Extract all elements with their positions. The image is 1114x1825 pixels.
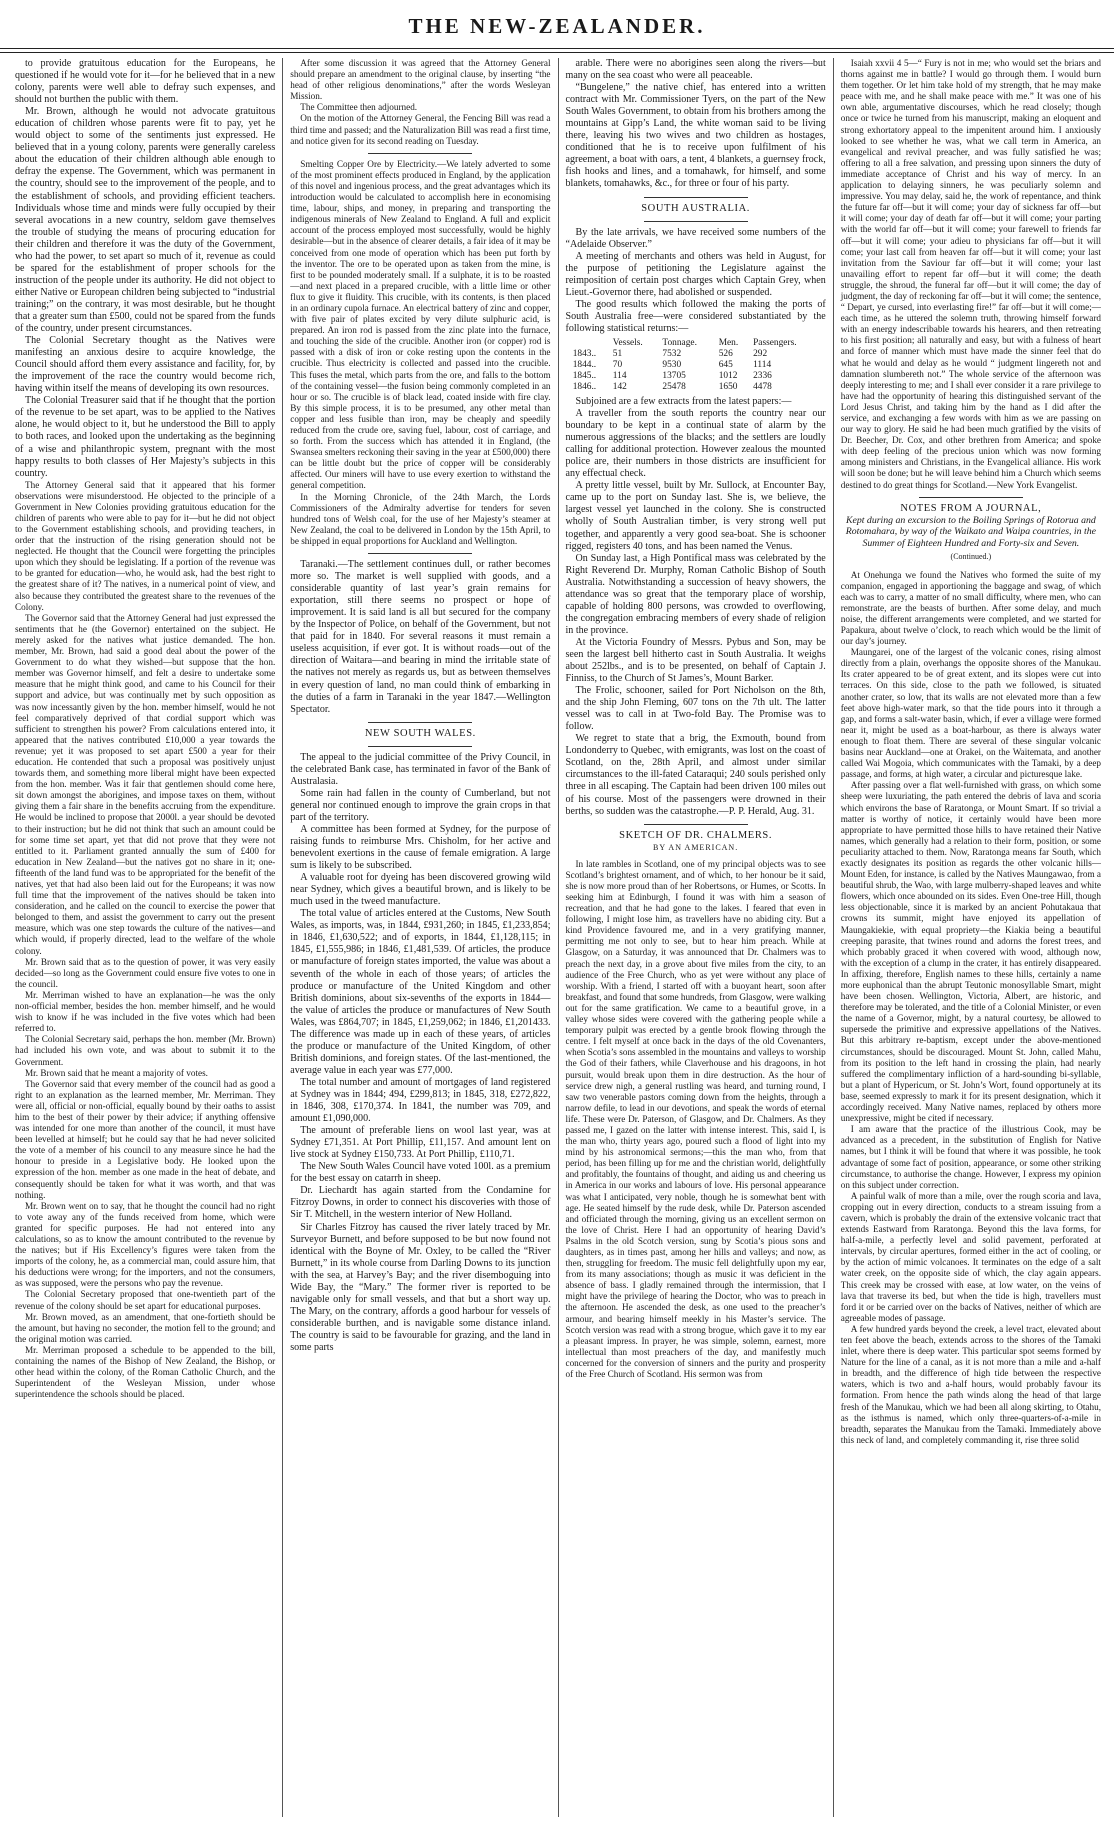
paragraph: The amount of preferable liens on wool last year, was at Sydney £71,351. At Port Phillip, £11,157. And amount lent on live stock at Sydney £150,733. At Port Phillip, £110,71. — [290, 1125, 551, 1161]
shipping-table — [571, 338, 821, 393]
paragraph: By the late arrivals, we have received some numbers of the “Adelaide Observer.” — [565, 226, 826, 250]
table-cell: 13705 — [662, 370, 686, 381]
section-heading: NOTES FROM A JOURNAL, — [900, 502, 1042, 514]
table-cell: 1114 — [753, 359, 772, 370]
table-cell: 25478 — [662, 381, 686, 392]
continued-label: (Continued.) — [950, 552, 992, 562]
paragraph: A valuable root for dyeing has been discovered growing wild near Sydney, which gives a beautiful brown, and is likely to be much used in the tweed manufacture. — [290, 872, 551, 908]
paragraph: At the Victoria Foundry of Messrs. Pybus and Son, may be seen the largest bell hitherto cast in South Australia. It weighs about 252lbs., and is to be presented, on behalf of Captain J. Finniss, to the Church of St James’s, Mount Barker. — [565, 636, 826, 685]
section-subtitle: Kept during an excursion to the Boiling Springs of Rotorua and Rotomahara, by way of the Waikato and Waipa countries, in the Summer of Eighteen Hundred and Forty-six and Seven. — [845, 514, 1096, 549]
paragraph: A painful walk of more than a mile, over the rough scoria and lava, cropping out in every direction, conducts to a stream issuing from a cavern, which is probably the drain of the extensive volcanic tract that extends Eastward from Raratonga. Beyond this the lava forms, for half-a-mile, a perfectly level and solid pavement, perforated at intervals, by circular apertures, formed either in the act of cooling, or by the action of mimic volcanoes. It terminates on the edge of a salt water creek, on the opposite side of which, the clay again appears. This creek may be crossed with ease, at low water, on the veins of lava that traverse its bed, but when the tide is high, travellers must ford it or be carried over on the backs of Natives, neither of which are agreeable modes of passage. — [840, 1190, 1101, 1323]
section-divider — [644, 824, 748, 825]
paragraph: to provide gratuitous education for the Europeans, he questioned if he would vote for it—for he believed that in a new colony, parents were well able to defray such expenses, and should not burthen the public with them. — [15, 58, 276, 106]
paragraph: A traveller from the south reports the country near our boundary to be kept in a continual state of alarm by the numerous aggressions of the blacks; and the settlers are loudly calling for additional protection. However zealous the mounted police are, their numbers in those districts are insufficient for any effectual check. — [565, 408, 826, 480]
table-row — [571, 371, 821, 382]
column-4 — [833, 58, 1108, 1817]
table-cell: 114 — [612, 370, 627, 381]
paragraph: Isaiah xxvii 4 5—“ Fury is not in me; who would set the briars and thorns against me in battle? I would go through them. I would burn them together. Or let him take hold of my strength, that he may make peace with me, and he shall make peace with me.” It was one of his own able, argumentative discourses, which he read closely; though once or twice he turned from his manuscript, making an eloquent and strong exhortatory appeal to the impenitent around him. I anxiously looked to see whether he was, what we call term in America, an evangelical and revival preacher, and was fully satisfied he was; offering to all a free salvation, and pressing upon sinners the duty of immediate acceptance of Christ and his way of mercy. In an application to delaying sinners, he was peculiarly solemn and impressive. You may delay, said he, the work of repentance, and think the future far off—but it will come; your day of sickness far off—but it will come; your day of death far off—but it will come; your parting with the world far off—but it will come; your farewell to friends far off—but it will come; your adieu to physicians far off—but it will come; your last call from heaven far off—but it will come; your last invitation from the Saviour far off—but it will come; your last unavailing effort to repent far off—but it will come; the death struggle, the shroud, the funeral far off—but it will come; the day of judgment, the day of reckoning far off—but it will come; the sentence, “ Depart, ye cursed, into everlasting fire!” far off—but it will come;—each time, as he uttered the solemn truth, throwing himself forward with an energy indescribable towards his hearers, and then retreating to his first position; all naturally and easy, but with a fulness of heart and force of manner which must have made the sinner feel that do what he would and delay as he would “ judgment lingereth not and damnation slumbereth not.” The whole service of the afternoon was deeply interesting to me; and I shall ever consider it a rare privilege to have had the opportunity of hearing this distinguished servant of the Lord Jesus Christ, and taking him by the hand as I did after the service, and exchanging a few words with him as we are passing on our way to glory. He said he had been much gratified by the visits of Dr. Beecher, Dr. Cox, and other brethren from America; and spoke with deep feeling of the precious union which was now forming among ministers and Christians, in the Evangelical alliance. His work will soon be done; but he will leave behind him a Church which seems destined to do great things for Scotland.—New York Evangelist. — [840, 58, 1101, 490]
table-cell: 4478 — [753, 381, 772, 392]
paragraph: The Colonial Secretary thought as the Natives were manifesting an anxious desire to acquire knowledge, the Council should afford them every assistance and facility, for, by the improvement of the race the country would become rich, having within itself the means of developing its own resources. — [15, 335, 276, 395]
table-cell: 1012 — [718, 370, 738, 381]
paragraph: The good results which followed the making the ports of South Australia free—were considered substantiated by the following statistical returns:— — [565, 298, 826, 334]
table-cell: 7532 — [662, 348, 682, 359]
table-cell: 1650 — [718, 381, 738, 392]
paragraph: The Committee then adjourned. — [300, 102, 418, 113]
table-cell: 2336 — [753, 370, 772, 381]
column-header: Men. — [718, 337, 739, 348]
section-divider — [368, 153, 472, 154]
table-cell: 51 — [612, 348, 623, 359]
table-cell: 1843.. — [572, 348, 597, 359]
paragraph: Mr. Merriman proposed a schedule to be appended to the bill, containing the names of the Bishop of New Zealand, the Bishop, or other head within the colony, of the Roman Catholic Church, and the Superintendent of the Wesleyan Mission, under whose superintendence the schools should be placed. — [15, 1344, 276, 1400]
paragraph: At Onehunga we found the Natives who formed the suite of my companion, engaged in apportioning the baggage and swag, of which each was to carry, a matter of no small difficulty, where men, who can remonstrate, are the beasts of burthen. After some delay, and much noise, the different arrangements were completed, and we started for Papakura, about twelve o’clock, to reach which would be the limit of our day’s journey. — [840, 569, 1101, 647]
paragraph: The New South Wales Council have voted 100l. as a premium for the best essay on catarrh in sheep. — [290, 1161, 551, 1185]
paragraph: arable. There were no aborigines seen along the rivers—but many on the sea coast who were all peaceable. — [565, 58, 826, 82]
table-cell: 526 — [718, 348, 733, 359]
table-cell: 70 — [612, 359, 623, 370]
paragraph: The total number and amount of mortgages of land registered at Sydney was in 1844; 494, £299,813; in 1845, 318, £272,822, in 1846, 308, £170,374. In 1841, the number was 709, and amount £1,090,000. — [290, 1076, 551, 1125]
paragraph: The total value of articles entered at the Customs, New South Wales, as imports, was, in 1844, £931,260; in 1845, £1,233,854; in 1846, £1,630,522; and of exports, in 1844, £1,128,115; in 1845, £1,555,986; in 1846, £1,481,539. Of articles, the produce or manufacture of foreign states imported, the value was about a seventh of the whole in each of those years; of articles the produce or manufacture of the United Kingdom and other British dominions, about six-sevenths of the exports in 1844—the value of articles the produce or manufactures of New South Wales, was £864,707; in 1845, £1,259,062; in 1846, £1,201433. The difference was made up in each of these years, of articles the produce or manufacture of the United Kingdom, of other British dominions, and foreign states. Of the last-mentioned, the average value in each year was £77,000. — [290, 908, 551, 1076]
section-divider — [644, 197, 748, 198]
paragraph: The Colonial Secretary said, perhaps the hon. member (Mr. Brown) had included his own vote, and was about to submit it to the Government. — [15, 1034, 276, 1067]
paragraph: In late rambles in Scotland, one of my principal objects was to see Scotland’s brightest ornament, and of which, to her honour be it said, she is now more proud than of her Robertsons, or Humes, or Scotts. In seeking him at Edinburgh, I found it was with him a season of recreation, and that he had gone to the lakes. I feared that even in following, I might lose him, as travellers have no abiding city. But a kind Providence favoured me, and in a very gratifying manner, permitting me not only to see, but to hear him preach. While at Glasgow, on a Saturday, it was announced that Dr. Chalmers was to preach the next day, in a grove about five miles from the city, to an audience of the Free Church, who as yet were without any place of worship. With a friend, I started off with a buoyant heart, soon after breakfast, and found that some hundreds, from Glasgow, were walking out for the same gratification. We came to a beautiful grove, in a valley whose sides were covered with the gathering people while a temporary pulpit was erected by a gentle brook flowing through the centre. I felt myself at once back in the days of the old Covenanters, when Scotia’s sons assembled in the mountains and valleys to worship the God of their fathers, while Claverhouse and his dragoons, in hot pursuit, would break upon them in dire destruction. As the hour of service drew nigh, a general rustling was heard, and turning round, I saw two venerable pastors coming down from the heights, through a narrow defile, to lead in our devotions, and speak the words of eternal life. These were Dr. Paterson, of Glasgow, and Dr. Chalmers. As they passed me, I gazed on the latter with intense interest. This, said I, is the man who, thirty years ago, poured such a flood of light into my mind by his astronomical sermons;—this the man who, from that period, has been filling up for me and the christian world, delightfully and profitably, the fountains of thought, and aiding us and cheering us in America in our works and labours of love. His personal appearance was what I anticipated, very noble, though he is somewhat bent with age. He seated himself by the rude desk, while Dr. Paterson ascended and officiated through the morning, giving us an excellent sermon on the love of Christ. Here I had an opportunity of hearing David’s Psalms in the old Scotch version, sung by Scotia’s pious sons and daughters, as in times past, among her hills and valleys; and now, as then, struggling for freedom. The music fell delightfully upon my ear, from its many associations; though as music it was deficient in the absence of bass. I gladly remained through the intermission, that I might have the privilege of hearing the Doctor, who was to preach in the afternoon. He ascended the desk, as one used to the preacher’s armour, and bearing himself meekly in his Master’s service. The Scotch version was read with a strong brogue, which gave it to my ear a pleasant impress. In prayer, he was simple, solemn, earnest, more intellectual than most preachers of the day, and manifestly much concerned for the conversion of sinners and the purity and prosperity of the Free Church of Scotland. His sermon was from — [565, 858, 826, 1380]
column-header: Passengers. — [753, 337, 797, 348]
column-header: Vessels. — [612, 337, 643, 348]
paragraph: A few hundred yards beyond the creek, a level tract, elevated about ten feet above the beach, extends across to the shores of the Tamaki inlet, where there is deep water. This particular spot seems formed by Nature for the line of a canal, as it is not more than a mile and a-half in breadth, and the difference of high tide between the respective waters, which is two and a-half hours, would probably favour its formation. From hence the path winds along the head of that large fresh of the Manukau, which we had been all along skirting, to Otahu, as the isthmus is named, which only three-quarters-of-a-mile in breadth, separates the Manukau from the Tamaki. Immediately above this neck of land, and completely commanding it, rise three solid — [840, 1323, 1101, 1445]
column-2 — [282, 58, 557, 1817]
masthead-rule-thin — [0, 52, 1114, 53]
paragraph: Mr. Brown, although he would not advocate gratuitous education of children whose parents were fit to pay, yet he would object to some of the sentiments just expressed. He believed that in a young colony, parents were generally careless about the education of their children although able enough to defray the expense. The Government, which was permanent in the country, should see to the improvement of the people, and to the establishment of schools, and providing efficient teachers. Individuals whose time and minds were fully occupied by their several avocations in a new country, seldom gave themselves the trouble of studying the means of procuring education for their children and therefore it was the duty of the Government, who had the power, to set apart so much of it, revenue as could be spared for the establishment of proper schools for the instruction of the people under its authority. He did not object to either Native or European children being subjected to “industrial training;” on the contrary, it was most desirable, but he thought that a greater sum than £500, could not be spared from the funds of the country, under present circumstances. — [15, 106, 276, 335]
paragraph: Subjoined are a few extracts from the latest papers:— — [575, 395, 792, 407]
paragraph: Mr. Brown said that as to the question of power, it was very easily decided—so long as the Government could ensure five votes to one in the council. — [15, 956, 276, 989]
paragraph: Mr. Merriman wished to have an explanation—he was the only non-official member, besides the hon. member himself, and he would wish to know if he was included in the five votes which had been referred to. — [15, 989, 276, 1034]
masthead: THE NEW-ZEALANDER. — [408, 14, 706, 38]
paragraph: After some discussion it was agreed that the Attorney General should prepare an amendment to the original clause, by inserting “the head of other religious denominations,” after the words Wesleyan Mission. — [290, 58, 551, 102]
table-cell: 1845.. — [572, 370, 597, 381]
paragraph: The Colonial Treasurer said that if he thought that the portion of the revenue to be set apart, was to be applied to the Natives alone, he would object to it, but he understood the Bill to apply to both races, and looked upon the undertaking as the beginning of a wise and philanthropic system, pregnant with the most happy results to both classes of Her Majesty’s subjects in this country. — [15, 395, 276, 479]
column-3 — [558, 58, 833, 1817]
section-heading: SOUTH AUSTRALIA. — [641, 202, 751, 214]
paragraph: The Frolic, schooner, sailed for Port Nicholson on the 8th, and the ship John Fleming, 607 tons on the 7th ult. The latter vessel was to call in at Two-fold Bay. The Promise was to follow. — [565, 685, 826, 733]
section-divider — [368, 746, 472, 747]
paragraph: We regret to state that a brig, the Exmouth, bound from Londonderry to Quebec, with emigrants, was lost on the coast of Scotland, on the, 28th April, and almost under similar circumstances to the ill-fated Cataraqui; 240 souls perished only three in all escaping. The Captain had been driven 100 miles out of his course. Most of the passengers were drowned in their berths, so sudden was the catastrophe.—P. P. Herald, Aug. 31. — [565, 733, 826, 817]
paragraph: On Sunday last, a High Pontifical mass was celebrated by the Right Reverend Dr. Murphy, Roman Catholic Bishop of South Australia. Notwithstanding a succession of heavy showers, the attendance was so great that the temporary place of worship, capable of holding 800 persons, was crowded to overflowing, the congregation embracing members of every shade of religion in the province. — [565, 552, 826, 636]
section-divider — [919, 497, 1023, 498]
paragraph: Smelting Copper Ore by Electricity.—We lately adverted to some of the most prominent effects produced in England, by the application of this novel and ingenious process, and the great advantages which its introduction would be calculated to accomplish here in economising time, labour, ships, and money, in preparing and transporting the indigenous minerals of New Zealand to England. A full and explicit account of the process employed most successfully, would be highly desirable—but in the absence of clearer details, a fair idea of it may be conceived from one mode of operation which has been put forth by the inventor. The ore to be operated upon as taken from the mine, is first to be pounded moderately small. If a sulphate, it is to be roasted—and next placed in a prepared crucible, with a little lime or other flux to give it fluidity. This crucible, with its contents, is then placed in an ordinary cupola furnace. An electrical battery of zinc and copper, with five pair of plates excited by very dilute sulphuric acid, is prepared. An iron rod is passed from the zinc plate into the furnace, and touching the side of the crucible. Another iron (or copper) rod is passed with a disk of iron or coke resting upon the contents in the crucible. Thus electricity is collected and passed into the crucible. This fuses the metal, which parts from the ore, and falls to the bottom of the containing vessel—the fusion being commonly completed in an hour or so. The crucible is of black lead, coated inside with fire clay. By this simple process, it is to be presumed, any other metal than copper and less fusible than iron, may be cheaply and speedily reduced from the crude ore, saving fuel, labour, cost of carriage, and so forth. From the success which has attended it in England, (the Swansea smelters reckoning their saving in the year at £500,000) there can be little doubt but the price of copper will be considerably affected. Our miners will have to use every exertion to withstand the general competition. — [290, 158, 551, 491]
table-row — [571, 360, 821, 371]
paragraph: Mr. Brown said that he meant a majority of votes. — [25, 1067, 208, 1078]
table-header-row — [571, 338, 821, 349]
columns — [8, 58, 1108, 1817]
paragraph: The Attorney General said that it appeared that his former observations were misunderstood. He objected to the principle of a Government in New Colonies providing gratuitous education for the children of parents who were able to pay for it—but he did not object to the Government establishing schools, and providing teachers, in order that the instruction of the rising generation should not be neglected. He thought that the Council were forgetting the principles upon which they should be legislating. If a portion of the revenue was to be granted for education—who, he would ask, had the best right to the greatest share of it? The natives, in a numerical point of view, and also because they contributed the greatest share to the revenues of the Colony. — [15, 479, 276, 612]
table-row — [571, 382, 821, 393]
section-heading: NEW SOUTH WALES. — [364, 727, 476, 739]
paragraph: In the Morning Chronicle, of the 24th March, the Lords Commissioners of the Admiralty advertise for tenders for seven hundred tons of Welsh coal, for the use of her Majesty’s steamer at New Zealand, the coal to be delivered in London by the 15th April, to be shipped in equal proportions for Auckland and Wellington. — [290, 491, 551, 546]
paragraph: Maungarei, one of the largest of the volcanic cones, rising almost directly from a plain, overhangs the opposite shores of the Manukau. Its crater appeared to be of great extent, and its slopes were cut into terraces. On this side, close to the path we followed, is situated another crater, so low, that its walls are not elevated more than a few feet above high-water mark, so that the tide pours into it through a gap, and forms a salt-water basin, which, if ever a village were formed near it, might be used as a boat-harbour, as there is always water enough to float them. There are several of these singular volcanic basins near Auckland—one at Orakei, on the Waitemata, and another called Wai Mogoia, which communicates with the Tamaki, by a deep passage, and forms, at high water, a circular and picturesque lake. — [840, 647, 1101, 780]
table-cell: 645 — [718, 359, 733, 370]
section-divider — [644, 221, 748, 222]
paragraph: The Governor said that every member of the council had as good a right to an explanation as the learned member, Mr. Merriman. They were all, official or non-official, equally bound by their oaths to assist him to the best of their power by their advice; if anything offensive was intended for one more than another of the council, it must have been levelled at himself; but he could say that he had never solicited the vote of a member of his council to any measure since he had the honour to preside in a Legislative body. He looked upon the expression of the hon. member as one made in the heat of debate, and consequently should be taken for what it was worth, and that was nothing. — [15, 1078, 276, 1200]
paragraph: On the motion of the Attorney General, the Fencing Bill was read a third time and passed; and the Naturalization Bill was read a first time, and notice given for its second reading on Tuesday. — [290, 113, 551, 146]
paragraph: A pretty little vessel, built by Mr. Sullock, at Encounter Bay, came up to the port on Sunday last. She is, we believe, the largest vessel yet launched in the colony. She is constructed wholly of South Australian timber, is very strong well put together, and apparently a very good sea-boat. She is schooner rigged, registers 40 tons, and has been named the Venus. — [565, 480, 826, 552]
paragraph: Mr. Brown moved, as an amendment, that one-fortieth should be the amount, but having no seconder, the motion fell to the ground; and the original motion was carried. — [15, 1311, 276, 1344]
paragraph: Taranaki.—The settlement continues dull, or rather becomes more so. The market is well supplied with goods, and a considerable quantity of last year’s grain remains for exportation, still there seems no prospect or hope of improvement. It is said land is all but secured for the company by the Inspector of Police, on behalf of the Government, but not that paid for in 1840. For several reasons it must remain a useless acquisition, if ever got. It is without roads—out of the direction of Waitara—and bearing in mind the irritable state of the natives not merely as regards us, but as between themselves in every question of land, no man could think of embarking in the duties of a farm in Taranaki in the year 1847.—Wellington Spectator. — [290, 559, 551, 715]
column-1 — [8, 58, 282, 1817]
section-heading: SKETCH OF DR. CHALMERS. — [619, 829, 773, 841]
paragraph: Sir Charles Fitzroy has caused the river lately traced by Mr. Surveyor Burnett, and before supposed to be but now found not identical with the Boyne of Mr. Oxley, to be called the “River Burnett,” in its whole course from Darling Downs to its junction with the sea, at Harvey’s Bay; and the river disemboguing into Wide Bay, the “Mary.” The former river is reported to be navigable only for small vessels, and that but a short way up. The Mary, on the contrary, affords a good harbour for vessels of considerable burthen, and is navigable some distance inland. The country is said to be favourable for grazing, and the land in some parts — [290, 1221, 551, 1353]
paragraph: I am aware that the practice of the illustrious Cook, may be advanced as a precedent, in the substitution of English for Native names, but I think it will be found that where it was possible, he took advantage of some fact of position, appearance, or some other striking circumstance, to authorise the change. However, I express my opinion on this subject under correction. — [840, 1124, 1101, 1190]
table-row — [571, 349, 821, 360]
table-cell: 9530 — [662, 359, 682, 370]
paragraph: Dr. Liechardt has again started from the Condamine for Fitzroy Downs, in order to connect his discoveries with those of Sir T. Mitchell, in the western interior of New Holland. — [290, 1185, 551, 1221]
table-cell: 292 — [753, 348, 768, 359]
paragraph: “Bungelene,” the native chief, has entered into a written contract with Mr. Commissioner Tyers, on the part of the New South Wales Government, to obtain from his brothers among the mountains at Gipp’s Land, the white woman said to be living there, leaving his two wives and two children as hostages, conditioned that he is to receive upon fulfilment of his agreement, a boat with oars, a tent, 4 blankets, a guernsey frock, fish hooks and lines, and a tomahawk, for himself, and some blankets, tomahawks, &c., for three or four of his party. — [565, 82, 826, 190]
table-cell: 142 — [612, 381, 627, 392]
paragraph: A meeting of merchants and others was held in August, for the purpose of petitioning the Legislature against the reimposition of certain post charges which Captain Grey, when Lieut.-Governor there, had abolished or suspended. — [565, 250, 826, 298]
column-header: Tonnage. — [662, 337, 697, 348]
masthead-rule — [0, 48, 1114, 49]
paragraph: After passing over a flat well-furnished with grass, on which some sheep were luxuriating, the path entered the debris of lava and scoria which environs the base of Raratonga, or Mount Smart. If so trivial a matter is worthy of notice, it certainly would have been more appropriate to have permitted those hills to have retained their Native names, which generally had a relation to their form, position, or some peculiarity attached to them. Now, Raratonga means far South, which exactly designates its position as regards the other volcanic hills—Mount Eden, for instance, is called by the Natives Maungawao, from a beautiful shrub, the Wao, with large mulberry-shaped leaves and white flowers, which once abounded on its sides. Even One-tree Hill, though less objectionable, since it is marked by an ancient Pohutakaua that crowns its summit, might have enjoyed its appellation of Maungakiekie, with equal propriety—the Kiakia being a beautiful creeping parasite, that twines round and adorns the forest trees, and which probably graced it when covered with wood, although now, with the exception of a clump in the crater, it has entirely disappeared. In affixing, therefore, English names to these hills, certainly a name more euphonical than the abrupt Teutonic monosyllable Smart, might have been chosen. Wellington, Victoria, Albert, are historic, and therefore may be tolerated, and the title of a Colonial Minister, or even the name of a Governor, might, by a natural courtesy, be allowed to supersede the primitive and expressive appellations of the Natives. But this arbitrary re-baptism, except under the above-mentioned circumstances, should be discouraged. Mount St. John, called Mahu, from its position to the left hand in crossing the plain, had nearly suffered the complimentary infliction of a hard-sounding bi-syllable, but a plant of Hypericum, or St. John’s Wort, found opportunely at its base, seemed expressly to mark it for its present designation, which it accordingly received. Many Native names, replaced by others more unexpressive, might be cited if necessary. — [840, 780, 1101, 1124]
table-cell: 1846.. — [572, 381, 597, 392]
section-divider — [368, 553, 472, 554]
section-divider — [368, 722, 472, 723]
paragraph: The appeal to the judicial committee of the Privy Council, in the celebrated Bank case, has terminated in favor of the Bank of Australasia. — [290, 751, 551, 787]
table-cell: 1844.. — [572, 359, 597, 370]
paragraph: Some rain had fallen in the county of Cumberland, but not general nor continued enough to improve the grain crops in that part of the territory. — [290, 787, 551, 823]
paragraph: Mr. Brown went on to say, that he thought the council had no right to vote away any of the funds received from home, which were granted for specific purposes. He had not entered into any calculations, so as to know the amount contributed to the revenue by the natives; but if His Excellency’s figures were taken from the imports of the colony, he, as a commercial man, could assure him, that his deductions were wrong; for the importers, and not the consumers, as was supposed, were the persons who pay the revenue. — [15, 1200, 276, 1289]
paragraph: A committee has been formed at Sydney, for the purpose of raising funds to reimburse Mrs. Chisholm, for her active and benevolent exertions in the cause of female emigration. A large sum is likely to be subscribed. — [290, 823, 551, 872]
byline: BY AN AMERICAN. — [653, 842, 739, 852]
paragraph: The Colonial Secretary proposed that one-twentieth part of the revenue of the colony should be set apart for educational purposes. — [15, 1289, 276, 1311]
paragraph: The Governor said that the Attorney General had just expressed the sentiments that he (the Governor) entertained on the subject. He merely asked for the natives what justice demanded. The hon. member, Mr. Brown, had said a good deal about the power of the Government to do what they wished—but suppose that the hon. member was Governor himself, and felt a desire to undertake some measure that he might think good, and came to his Council for their support and advice, but was continually met by such opposition as was now incessantly given by the hon. member himself, would he not feel comparatively deprived of that cordial support which was sufficient to strengthen his power? From calculations entered into, it appeared that the natives contributed £10,000 a year towards the revenue; yet it was proposed to set apart £500 a year for their education. He contended that such a proposal was positively unjust towards them, and something more liberal might have been expected from the hon. member. Was it fair that gentlemen should come here, sit down amongst the aborigines, and impose taxes on them, without giving them a fair share in the benefits accruing from the expenditure. He would be inclined to propose that 2000l. a year should be devoted to their instruction; but he did not think that such an amount could be for some time set apart, yet that did not prove that they were not entitled to it. Parliament granted annually the sum of £400 for education in New Zealand—but the natives got no share in it; one-fifteenth of the land fund was to be appropriated for the benefit of the natives, yet that had also been laid out for the Europeans; it was now full time that the improvement of the natives should be taken into consideration, and he called on the council to exercise the power that belonged to them, and assist the government to carry out the present measure, which was one step towards the culture of the natives—and which would, if properly directed, lead to the welfare of the whole colony. — [15, 612, 276, 956]
